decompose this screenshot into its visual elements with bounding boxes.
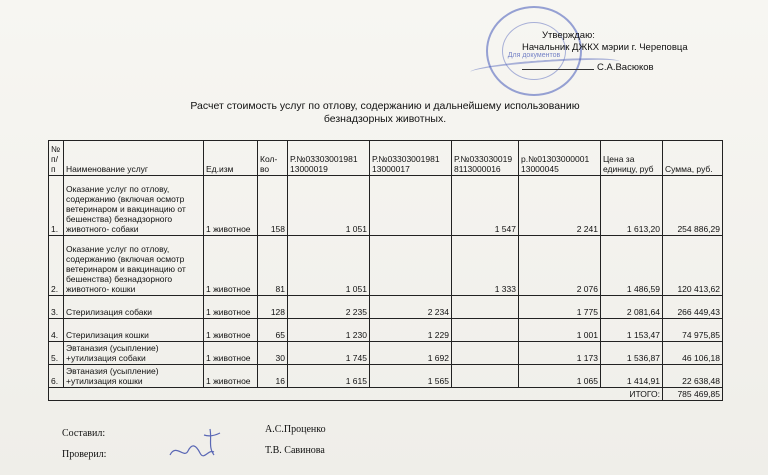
header-qty: Кол-во	[258, 141, 288, 176]
cell-price: 1 153,47	[601, 319, 663, 342]
signature-underline	[522, 69, 594, 70]
cell-quote-1: 2 235	[288, 296, 370, 319]
cell-quote-3	[452, 342, 519, 365]
cell-service: Оказание услуг по отлову, содержанию (включая осмотр ветеринаром и вакцинацию от бешенства) безнадзорного животного- собаки	[64, 176, 204, 236]
cell-price: 1 486,59	[601, 236, 663, 296]
cell-quote-2: 1 229	[370, 319, 452, 342]
cell-unit: 1 животное	[204, 296, 258, 319]
cell-service: Оказание услуг по отлову, содержанию (включая осмотр ветеринаром и вакцинацию от бешенства) безнадзорного животного- кошки	[64, 236, 204, 296]
cell-sum: 120 413,62	[663, 236, 723, 296]
checked-name: Т.В. Савинова	[265, 445, 325, 456]
approval-block	[522, 30, 688, 74]
cell-quote-2	[370, 236, 452, 296]
cell-sum: 46 106,18	[663, 342, 723, 365]
header-quote-3: Р.№033030019 8113000016	[452, 141, 519, 176]
cell-sum: 74 975,85	[663, 319, 723, 342]
cell-service: Стерилизация кошки	[64, 319, 204, 342]
table-row	[49, 342, 723, 365]
header-quote-4: р.№01303000001 13000045	[519, 141, 601, 176]
cell-quote-1: 1 051	[288, 176, 370, 236]
approval-position: Начальник ДЖКХ мэрии г. Череповца	[522, 42, 688, 53]
approval-signature-line	[522, 62, 688, 74]
title-line-2: безнадзорных животных.	[323, 113, 447, 125]
cell-no: 4.	[49, 319, 64, 342]
cell-no: 5.	[49, 342, 64, 365]
table-row	[49, 176, 723, 236]
stamp-inner-text: Для документов	[507, 52, 561, 59]
cell-qty: 30	[258, 342, 288, 365]
cell-quote-4: 2 076	[519, 236, 601, 296]
cell-no: 2.	[49, 236, 64, 296]
cell-price: 1 613,20	[601, 176, 663, 236]
cell-quote-2: 1 692	[370, 342, 452, 365]
approval-signatory: С.А.Васюков	[597, 62, 654, 73]
cell-qty: 158	[258, 176, 288, 236]
cell-quote-1: 1 745	[288, 342, 370, 365]
compiled-label: Составил:	[62, 428, 106, 439]
total-row	[49, 388, 723, 401]
cell-unit: 1 животное	[204, 236, 258, 296]
cell-quote-3	[452, 296, 519, 319]
cell-qty: 81	[258, 236, 288, 296]
cell-quote-3	[452, 319, 519, 342]
header-quote-1: Р.№03303001981 13000019	[288, 141, 370, 176]
cell-unit: 1 животное	[204, 319, 258, 342]
header-unit: Ед.изм	[204, 141, 258, 176]
cell-price: 1 536,87	[601, 342, 663, 365]
approval-title: Утверждаю:	[542, 30, 595, 41]
table-row	[49, 296, 723, 319]
cell-quote-1: 1 615	[288, 365, 370, 388]
cell-qty: 16	[258, 365, 288, 388]
cell-service: Эвтаназия (усыпление) +утилизация кошки	[64, 365, 204, 388]
cell-quote-4: 1 001	[519, 319, 601, 342]
cell-quote-4: 1 173	[519, 342, 601, 365]
cell-quote-2: 2 234	[370, 296, 452, 319]
cost-table	[48, 140, 723, 401]
table-row	[49, 365, 723, 388]
cell-qty: 65	[258, 319, 288, 342]
cell-quote-3	[452, 365, 519, 388]
cell-quote-2: 1 565	[370, 365, 452, 388]
table-header-row	[49, 141, 723, 176]
table-row	[49, 319, 723, 342]
cell-sum: 254 886,29	[663, 176, 723, 236]
cell-sum: 266 449,43	[663, 296, 723, 319]
header-quote-2: Р.№03303001981 13000017	[370, 141, 452, 176]
table-row	[49, 236, 723, 296]
cell-unit: 1 животное	[204, 365, 258, 388]
cell-quote-1: 1 051	[288, 236, 370, 296]
document-title	[150, 100, 620, 126]
cell-qty: 128	[258, 296, 288, 319]
header-service: Наименование услуг	[64, 141, 204, 176]
cell-price: 1 414,91	[601, 365, 663, 388]
cell-no: 3.	[49, 296, 64, 319]
header-price: Цена за единицу, руб	[601, 141, 663, 176]
cell-price: 2 081,64	[601, 296, 663, 319]
total-label: ИТОГО:	[49, 388, 663, 401]
cell-service: Эвтаназия (усыпление) +утилизация собаки	[64, 342, 204, 365]
cell-quote-1: 1 230	[288, 319, 370, 342]
cell-quote-2	[370, 176, 452, 236]
cell-no: 6.	[49, 365, 64, 388]
cell-quote-4: 1 775	[519, 296, 601, 319]
title-line-1: Расчет стоимость услуг по отлову, содержанию и дальнейшему использованию	[190, 100, 580, 112]
cell-quote-4: 1 065	[519, 365, 601, 388]
cell-quote-3: 1 333	[452, 236, 519, 296]
header-sum: Сумма, руб.	[663, 141, 723, 176]
cell-sum: 22 638,48	[663, 365, 723, 388]
total-value: 785 469,85	[663, 388, 723, 401]
cell-unit: 1 животное	[204, 342, 258, 365]
cell-quote-3: 1 547	[452, 176, 519, 236]
cell-no: 1.	[49, 176, 64, 236]
cell-quote-4: 2 241	[519, 176, 601, 236]
handwritten-signature-icon	[166, 425, 226, 465]
header-no: № п/п	[49, 141, 64, 176]
cell-service: Стерилизация собаки	[64, 296, 204, 319]
checked-label: Проверил:	[62, 449, 107, 460]
compiled-name: А.С.Проценко	[265, 424, 326, 435]
cell-unit: 1 животное	[204, 176, 258, 236]
